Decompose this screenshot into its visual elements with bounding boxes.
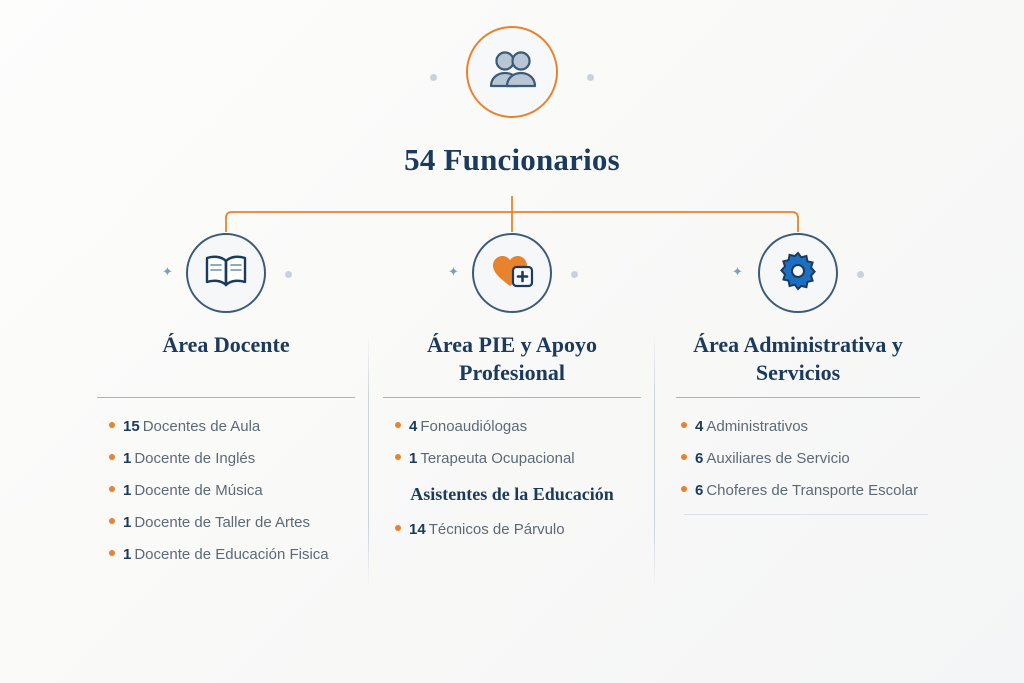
root-icon-circle <box>466 26 558 118</box>
item-count: 6 <box>695 450 704 467</box>
item-label: Auxiliares de Servicio <box>706 450 850 467</box>
decorative-dot-right <box>587 74 594 81</box>
column-icon-circle-2 <box>448 233 552 313</box>
heart-cross-icon <box>489 251 535 296</box>
item-label: Docentes de Aula <box>142 418 261 435</box>
subsection-title: Asistentes de la Educación <box>410 484 614 504</box>
item-label: Administrativos <box>706 418 809 435</box>
list-item <box>109 546 359 564</box>
column-title-1: Área Docente <box>162 332 290 357</box>
bullet-icon <box>109 454 115 460</box>
column-area-pie <box>369 233 655 578</box>
list-item <box>109 482 359 500</box>
root-title: 54 Funcionarios <box>404 142 620 177</box>
open-book-icon <box>203 252 249 295</box>
gear-icon <box>776 249 820 298</box>
decorative-dot-3 <box>857 271 864 278</box>
item-count: 15 <box>123 418 140 435</box>
item-count: 6 <box>695 482 704 499</box>
item-label: Docente de Taller de Artes <box>134 514 311 531</box>
title-rule-3 <box>676 397 920 398</box>
bullet-icon <box>109 422 115 428</box>
title-rule-1 <box>97 397 355 398</box>
sparkle-icon-left-2: ✦ <box>448 264 459 279</box>
column-icon-circle-3 <box>732 233 838 313</box>
column-bottom-rule-3 <box>684 514 928 515</box>
item-count: 14 <box>409 521 426 538</box>
item-label: Técnicos de Párvulo <box>428 521 565 538</box>
title-rule-2 <box>383 397 641 398</box>
sparkle-icon-left-3: ✦ <box>732 264 743 279</box>
decorative-dot-2 <box>571 271 578 278</box>
list-item <box>681 418 931 436</box>
list-item <box>395 418 645 436</box>
list-item <box>395 450 645 468</box>
decorative-dot-left <box>430 74 437 81</box>
columns-container <box>0 233 1024 578</box>
list-item <box>681 482 931 500</box>
list-item <box>395 521 645 539</box>
bullet-icon <box>395 525 401 531</box>
column-title-3: Área Administrativa y Servicios <box>693 332 903 386</box>
column-title-2: Área PIE y Apoyo Profesional <box>426 332 598 386</box>
column-icon-circle-1 <box>162 233 266 313</box>
column-items-2 <box>379 418 645 468</box>
list-item <box>109 514 359 532</box>
list-item <box>681 450 931 468</box>
bullet-icon <box>109 518 115 524</box>
bullet-icon <box>681 486 687 492</box>
item-label: Fonoaudiólogas <box>420 418 528 435</box>
item-count: 1 <box>123 514 132 531</box>
item-count: 1 <box>123 450 132 467</box>
item-label: Docente de Educación Fisica <box>134 546 329 563</box>
item-count: 4 <box>409 418 418 435</box>
item-count: 4 <box>695 418 704 435</box>
item-label: Terapeuta Ocupacional <box>420 450 575 467</box>
list-item <box>109 418 359 436</box>
item-label: Docente de Inglés <box>134 450 256 467</box>
bullet-icon <box>681 422 687 428</box>
item-count: 1 <box>123 482 132 499</box>
bullet-icon <box>109 550 115 556</box>
column-area-administrativa <box>655 233 941 578</box>
bullet-icon <box>681 454 687 460</box>
item-label: Docente de Música <box>134 482 263 499</box>
root-node <box>0 26 1024 178</box>
decorative-dot-1 <box>285 271 292 278</box>
column-items-1 <box>93 418 359 564</box>
column-items-3 <box>665 418 931 515</box>
list-item <box>109 450 359 468</box>
bullet-icon <box>109 486 115 492</box>
column-area-docente <box>83 233 369 578</box>
item-count: 1 <box>409 450 418 467</box>
sparkle-icon-left-1: ✦ <box>162 264 173 279</box>
bullet-icon <box>395 422 401 428</box>
column-subsection-items-2 <box>379 521 645 539</box>
item-label: Choferes de Transporte Escolar <box>706 482 919 499</box>
item-count: 1 <box>123 546 132 563</box>
bullet-icon <box>395 454 401 460</box>
people-icon <box>485 48 539 97</box>
